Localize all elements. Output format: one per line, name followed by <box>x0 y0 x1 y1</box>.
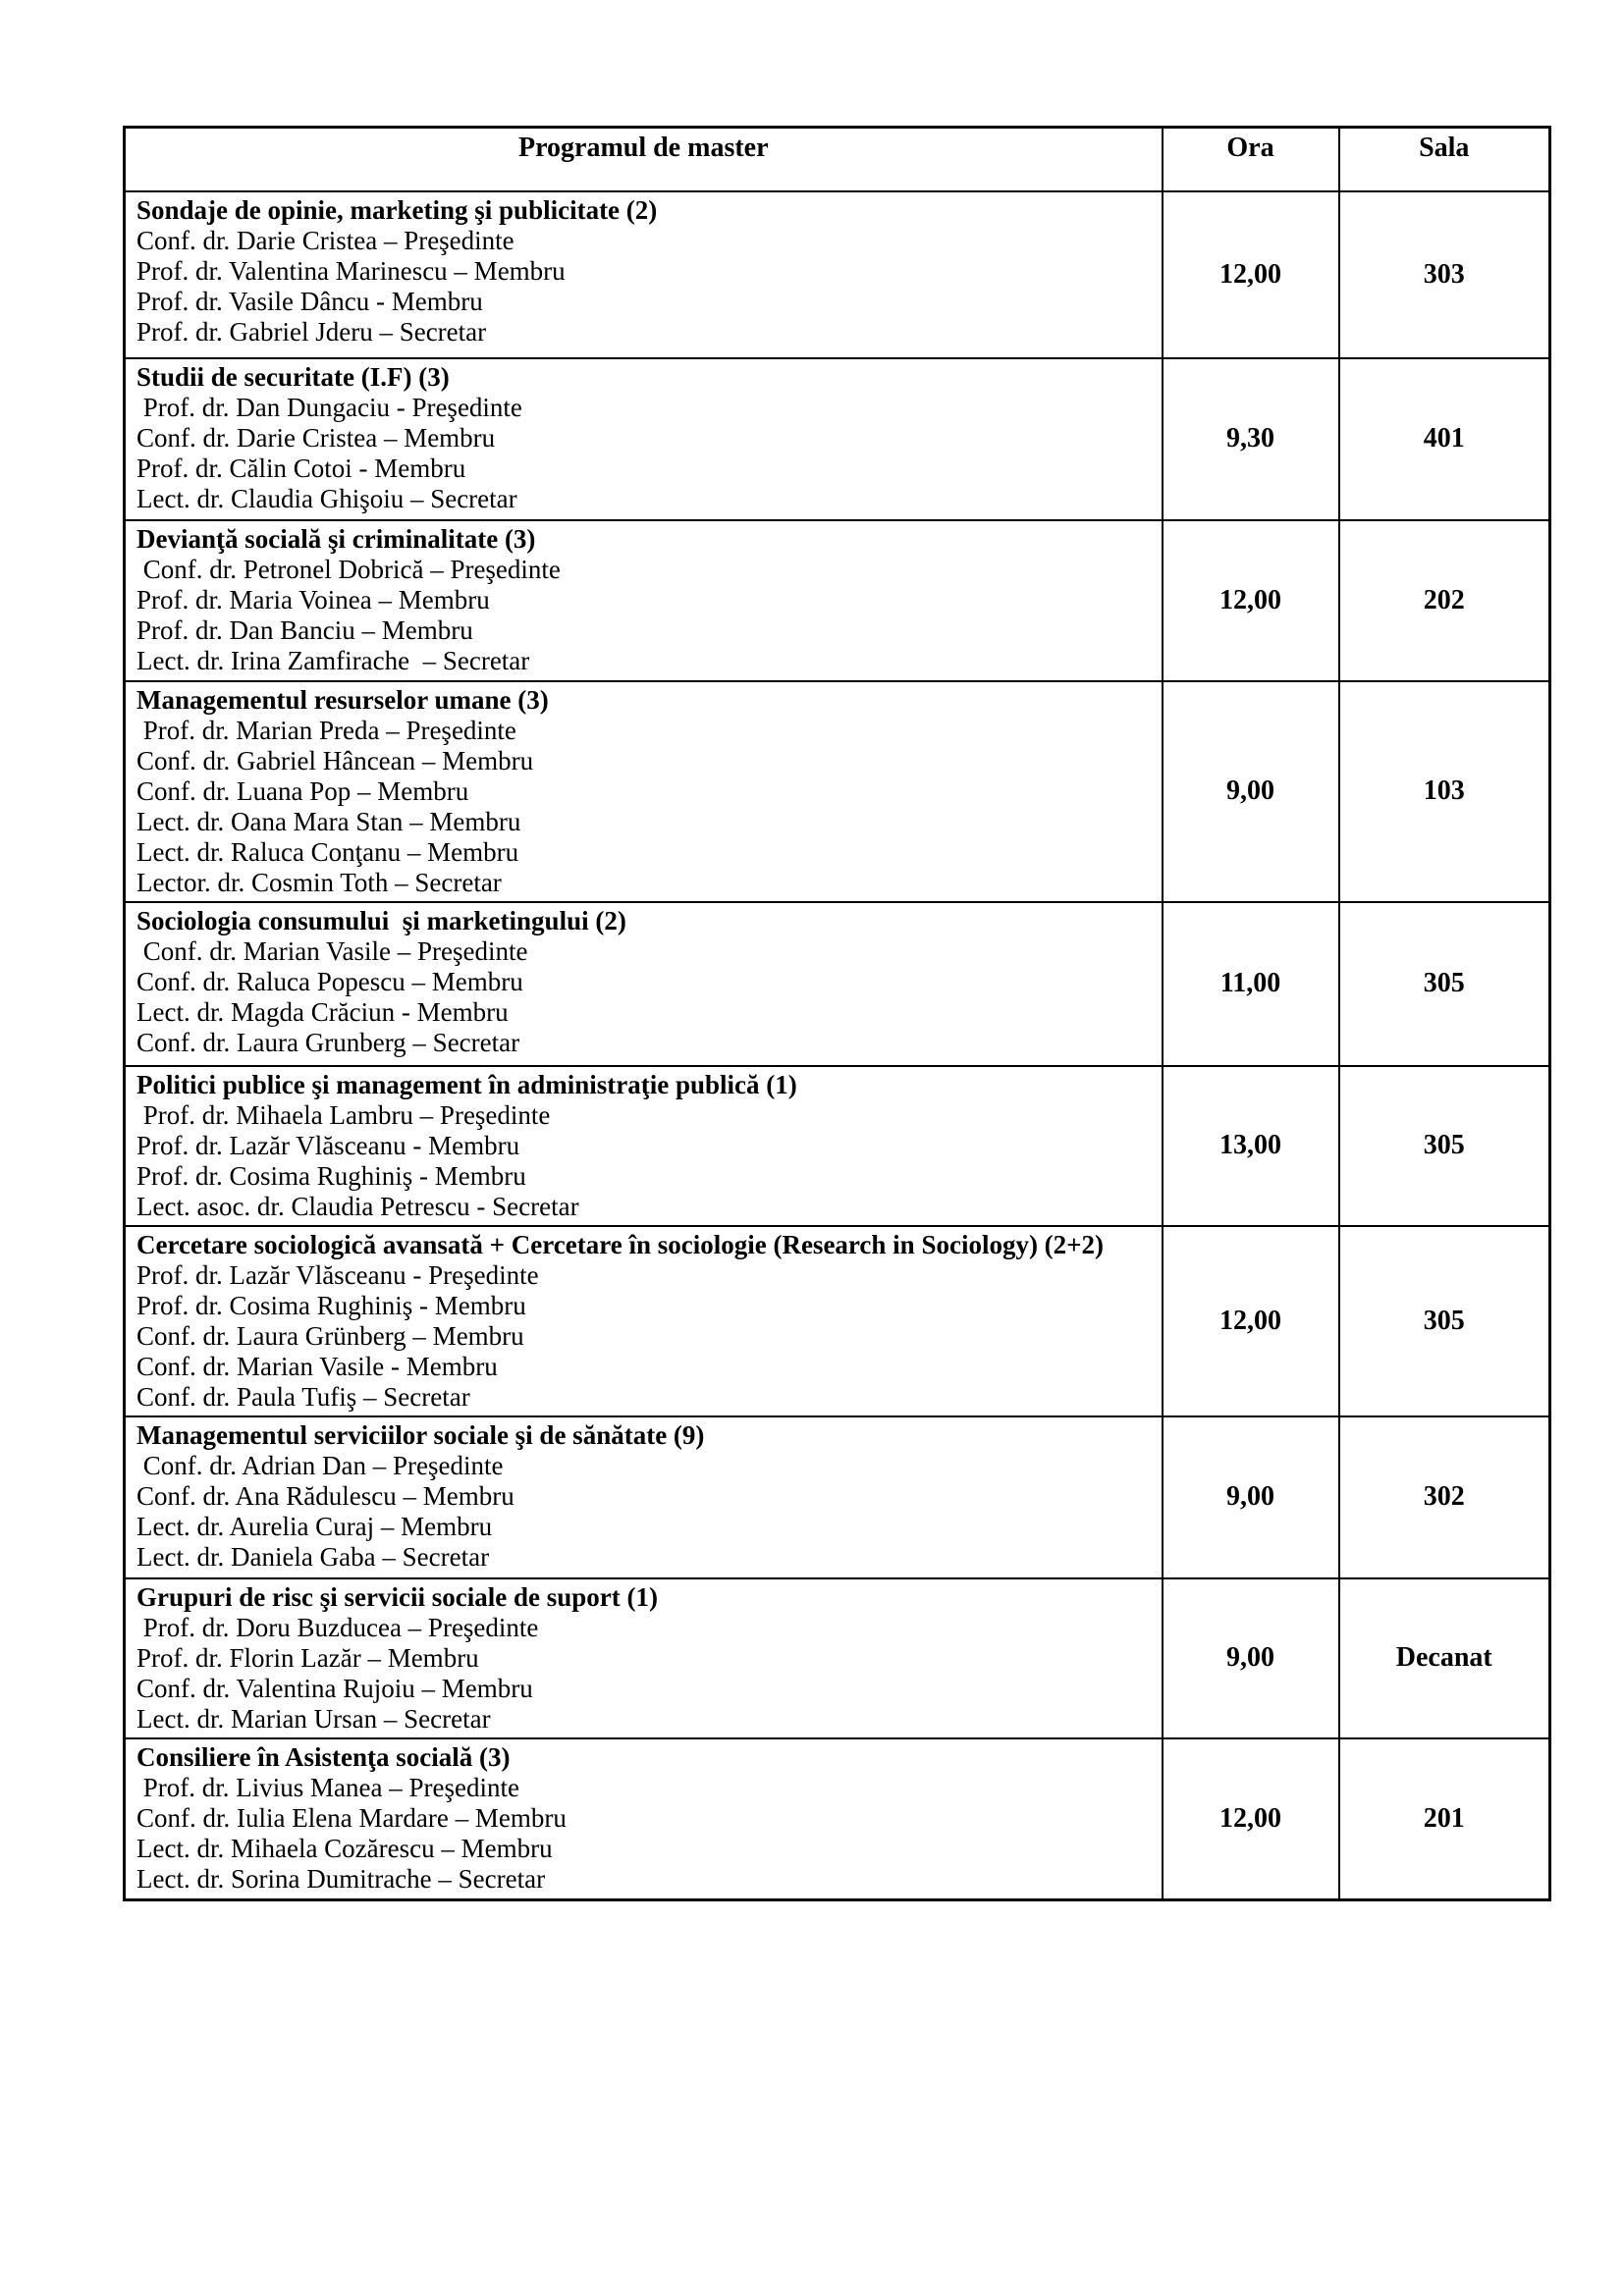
ora-value: 9,00 <box>1163 1578 1339 1738</box>
committee-member-line: Lect. asoc. dr. Claudia Petrescu - Secretar <box>136 1191 579 1221</box>
program-cell <box>125 1738 1163 1900</box>
sala-value: 103 <box>1339 681 1550 902</box>
schedule-table-body <box>125 191 1550 1900</box>
committee-member-line: Conf. dr. Petronel Dobrică – Preşedinte <box>136 554 561 584</box>
ora-value: 9,00 <box>1163 1416 1339 1578</box>
program-title: Managementul serviciilor sociale şi de sănătate (9) <box>136 1419 705 1450</box>
program-cell <box>125 1226 1163 1416</box>
program-cell <box>125 1578 1163 1738</box>
program-cell <box>125 1416 1163 1578</box>
committee-member-line: Conf. dr. Iulia Elena Mardare – Membru <box>136 1802 567 1833</box>
committee-member-line: Conf. dr. Valentina Rujoiu – Membru <box>136 1673 533 1703</box>
program-title: Studii de securitate (I.F) (3) <box>136 361 450 392</box>
ora-value: 9,00 <box>1163 681 1339 902</box>
committee-member-line: Lect. dr. Marian Ursan – Secretar <box>136 1703 491 1734</box>
committee-member-line: Prof. dr. Florin Lazăr – Membru <box>136 1642 479 1673</box>
table-row <box>125 1578 1550 1738</box>
committee-member-line: Conf. dr. Luana Pop – Membru <box>136 775 469 806</box>
table-row <box>125 520 1550 681</box>
table-row <box>125 358 1550 520</box>
committee-member-line: Conf. dr. Marian Vasile – Preşedinte <box>136 935 528 966</box>
program-title: Consiliere în Asistenţa socială (3) <box>136 1741 511 1772</box>
ora-value: 11,00 <box>1163 902 1339 1066</box>
table-row <box>125 681 1550 902</box>
program-cell <box>125 191 1163 358</box>
program-cell <box>125 902 1163 1066</box>
committee-member-line: Lect. dr. Mihaela Cozărescu – Membru <box>136 1833 553 1863</box>
committee-member-line: Prof. dr. Dan Dungaciu - Preşedinte <box>136 392 522 422</box>
ora-value: 12,00 <box>1163 520 1339 681</box>
sala-value: Decanat <box>1339 1578 1550 1738</box>
committee-member-line: Conf. dr. Raluca Popescu – Membru <box>136 966 523 996</box>
sala-value: 305 <box>1339 1066 1550 1226</box>
program-title: Devianţă socială şi criminalitate (3) <box>136 523 536 554</box>
sala-value: 305 <box>1339 1226 1550 1416</box>
committee-member-line: Conf. dr. Laura Grünberg – Membru <box>136 1320 524 1351</box>
committee-member-line: Prof. dr. Lazăr Vlăsceanu - Membru <box>136 1130 520 1160</box>
ora-value: 13,00 <box>1163 1066 1339 1226</box>
ora-value: 12,00 <box>1163 191 1339 358</box>
sala-value: 401 <box>1339 358 1550 520</box>
committee-member-line: Conf. dr. Paula Tufiş – Secretar <box>136 1381 470 1412</box>
program-title: Sociologia consumului şi marketingului (2) <box>136 905 626 935</box>
table-row <box>125 191 1550 358</box>
committee-member-line: Lector. dr. Cosmin Toth – Secretar <box>136 867 502 897</box>
program-title: Managementul resurselor umane (3) <box>136 684 549 715</box>
program-cell <box>125 681 1163 902</box>
committee-member-line: Prof. dr. Marian Preda – Preşedinte <box>136 715 516 745</box>
committee-member-line: Conf. dr. Marian Vasile - Membru <box>136 1351 498 1381</box>
program-title: Cercetare sociologică avansată + Cercetare în sociologie (Research in Sociology) (2+2) <box>136 1229 1105 1259</box>
sala-value: 202 <box>1339 520 1550 681</box>
committee-member-line: Conf. dr. Darie Cristea – Membru <box>136 422 496 453</box>
committee-member-line: Prof. dr. Maria Voinea – Membru <box>136 584 490 614</box>
table-row <box>125 1416 1550 1578</box>
committee-member-line: Conf. dr. Laura Grunberg – Secretar <box>136 1027 520 1057</box>
committee-member-line: Prof. dr. Dan Banciu – Membru <box>136 614 473 645</box>
column-header-ora: Ora <box>1163 128 1339 191</box>
committee-member-line: Conf. dr. Gabriel Hâncean – Membru <box>136 745 534 775</box>
committee-member-line: Prof. dr. Cosima Rughiniş - Membru <box>136 1160 526 1191</box>
committee-member-line: Conf. dr. Darie Cristea – Preşedinte <box>136 225 514 255</box>
sala-value: 302 <box>1339 1416 1550 1578</box>
committee-member-line: Lect. dr. Raluca Conţanu – Membru <box>136 836 519 867</box>
column-header-programul-de-master: Programul de master <box>125 128 1163 191</box>
committee-member-line: Lect. dr. Daniela Gaba – Secretar <box>136 1541 490 1572</box>
committee-member-line: Prof. dr. Lazăr Vlăsceanu - Preşedinte <box>136 1259 539 1290</box>
ora-value: 9,30 <box>1163 358 1339 520</box>
table-row <box>125 902 1550 1066</box>
sala-value: 201 <box>1339 1738 1550 1900</box>
table-row <box>125 1738 1550 1900</box>
column-header-sala: Sala <box>1339 128 1550 191</box>
committee-member-line: Lect. dr. Claudia Ghişoiu – Secretar <box>136 483 517 513</box>
table-row <box>125 1226 1550 1416</box>
committee-member-line: Lect. dr. Sorina Dumitrache – Secretar <box>136 1863 546 1894</box>
committee-member-line: Prof. dr. Valentina Marinescu – Membru <box>136 255 566 286</box>
committee-member-line: Prof. dr. Vasile Dâncu - Membru <box>136 286 483 316</box>
committee-member-line: Lect. dr. Magda Crăciun - Membru <box>136 996 509 1027</box>
header-row <box>125 128 1550 191</box>
program-title: Politici publice şi management în administraţie publică (1) <box>136 1069 797 1099</box>
committee-member-line: Lect. dr. Irina Zamfirache – Secretar <box>136 645 530 675</box>
committee-member-line: Prof. dr. Doru Buzducea – Preşedinte <box>136 1612 539 1642</box>
sala-value: 305 <box>1339 902 1550 1066</box>
committee-member-line: Prof. dr. Gabriel Jderu – Secretar <box>136 316 487 347</box>
committee-member-line: Prof. dr. Livius Manea – Preşedinte <box>136 1772 519 1802</box>
committee-member-line: Prof. dr. Mihaela Lambru – Preşedinte <box>136 1099 551 1130</box>
committee-member-line: Prof. dr. Cosima Rughiniş - Membru <box>136 1290 526 1320</box>
table-row <box>125 1066 1550 1226</box>
committee-member-line: Prof. dr. Călin Cotoi - Membru <box>136 453 466 483</box>
ora-value: 12,00 <box>1163 1226 1339 1416</box>
program-cell <box>125 520 1163 681</box>
master-program-schedule-table <box>123 126 1551 1901</box>
program-cell <box>125 358 1163 520</box>
committee-member-line: Lect. dr. Aurelia Curaj – Membru <box>136 1511 493 1541</box>
sala-value: 303 <box>1339 191 1550 358</box>
program-cell <box>125 1066 1163 1226</box>
ora-value: 12,00 <box>1163 1738 1339 1900</box>
committee-member-line: Conf. dr. Ana Rădulescu – Membru <box>136 1480 514 1511</box>
program-title: Grupuri de risc şi servicii sociale de suport (1) <box>136 1581 658 1612</box>
program-title: Sondaje de opinie, marketing şi publicitate (2) <box>136 194 658 225</box>
committee-member-line: Conf. dr. Adrian Dan – Preşedinte <box>136 1450 504 1480</box>
committee-member-line: Lect. dr. Oana Mara Stan – Membru <box>136 806 521 836</box>
